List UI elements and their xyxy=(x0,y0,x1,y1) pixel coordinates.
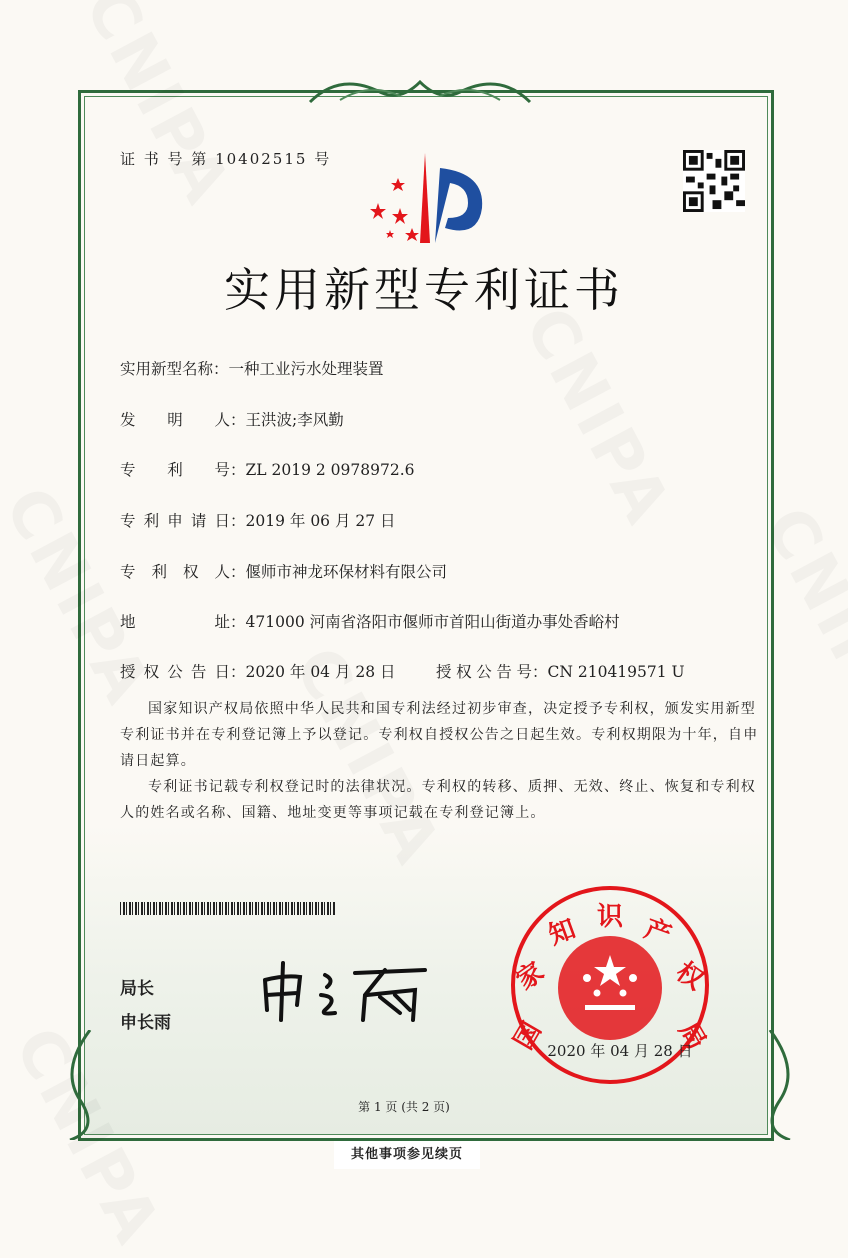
page-indicator: 第 1 页 (共 2 页) xyxy=(358,1100,450,1114)
certificate-number: 证 书 号 第 10402515 号 xyxy=(120,150,332,168)
barcode xyxy=(120,902,336,915)
page-title: 实用新型专利证书 xyxy=(224,263,624,317)
field-label: 地址 xyxy=(120,613,230,631)
field-utility-model-name: 实用新型名称：一种工业污水处理装置 xyxy=(120,360,384,378)
field-grant-date: 授权公告日：2020 年 04 月 28 日 xyxy=(120,660,396,682)
field-label: 发明人 xyxy=(120,411,230,429)
field-value: 偃师市神龙环保材料有限公司 xyxy=(245,563,448,581)
field-value: 一种工业污水处理装置 xyxy=(228,360,384,378)
cnipa-logo xyxy=(360,148,490,248)
field-value: CN 210419571 U xyxy=(547,663,685,681)
field-label: 授权公告日 xyxy=(120,663,230,681)
field-application-date: 专利申请日：2019 年 06 月 27 日 xyxy=(120,509,396,531)
seal-char: 局 xyxy=(672,1017,712,1055)
seal-char: 国 xyxy=(508,1017,548,1055)
ornament-corner xyxy=(740,1030,800,1140)
paragraph: 国家知识产权局依照中华人民共和国专利法经过初步审查，决定授予专利权，颁发实用新型专利证书并在专利登记簿上予以登记。专利权自授权公告之日起生效。专利权期限为十年，自申请日起算。 xyxy=(120,701,759,769)
director-title: 局长 xyxy=(120,979,154,999)
field-address: 地址：471000 河南省洛阳市偃师市首阳山街道办事处香峪村 xyxy=(120,610,620,632)
seal-date: 2020 年 04 月 28 日 xyxy=(547,1042,693,1060)
continuation-note: 其他事项参见续页 xyxy=(334,1141,480,1169)
field-inventor: 发明人：王洪波;李风勤 xyxy=(120,408,344,430)
signature xyxy=(255,955,440,1025)
field-label: 专利申请日 xyxy=(120,512,230,530)
field-label: 专利权人 xyxy=(120,563,230,581)
field-value: 471000 河南省洛阳市偃师市首阳山街道办事处香峪村 xyxy=(245,613,620,631)
certificate-statement xyxy=(120,696,760,826)
field-label: 授权公告号 xyxy=(436,663,532,681)
seal-char: 知 xyxy=(544,913,580,952)
seal-char: 产 xyxy=(640,913,676,952)
qr-code xyxy=(683,150,745,212)
field-label: 实用新型名称 xyxy=(120,360,214,378)
field-patent-number: 专利号：ZL 2019 2 0978972.6 xyxy=(120,458,415,480)
field-value: 王洪波;李风勤 xyxy=(245,411,344,429)
field-value: 2020 年 04 月 28 日 xyxy=(245,663,396,681)
seal-char: 家 xyxy=(511,956,550,997)
field-announcement-number: 授权公告号：CN 210419571 U xyxy=(436,660,685,682)
field-label: 专利号 xyxy=(120,461,230,479)
ornament-corner xyxy=(60,1030,120,1140)
director-name: 申长雨 xyxy=(120,1013,171,1033)
ornament-top xyxy=(300,72,540,108)
field-value: 2019 年 06 月 27 日 xyxy=(245,512,396,530)
seal-char: 权 xyxy=(670,956,709,997)
paragraph: 专利证书记载专利权登记时的法律状况。专利权的转移、质押、无效、终止、恢复和专利权人的姓名或名称、国籍、地址变更等事项记载在专利登记簿上。 xyxy=(120,779,756,821)
seal-char: 识 xyxy=(596,902,624,932)
field-value: ZL 2019 2 0978972.6 xyxy=(245,461,415,479)
field-patentee: 专利权人：偃师市神龙环保材料有限公司 xyxy=(120,560,447,582)
